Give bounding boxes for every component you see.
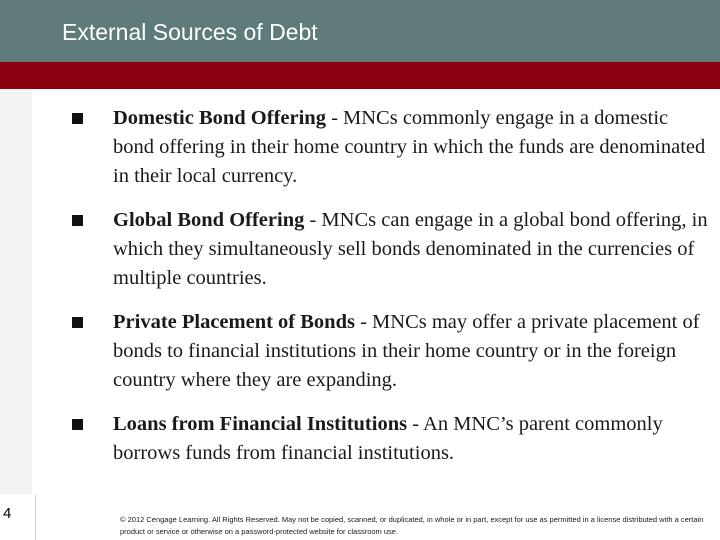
slide-title: External Sources of Debt	[62, 19, 318, 45]
square-bullet-icon	[72, 113, 83, 124]
bullet-item-global-bond	[72, 206, 712, 293]
side-stripe	[0, 89, 32, 494]
footer-divider	[35, 495, 36, 540]
bullet-text: - MNCs may offer a private placement of bonds to financial institutions in their home country or in the foreign country where they are expanding.	[113, 311, 700, 391]
page-number: 4	[3, 505, 12, 522]
copyright-notice: © 2012 Cengage Learning. All Rights Reserved. May not be copied, scanned, or duplicated, in whole or in part, except for use as permitted in a license distributed with a certain product or service or otherwise on a password-protected website for classroom use.	[120, 515, 704, 536]
bullet-text: - An MNC’s parent commonly borrows funds from financial institutions.	[113, 413, 663, 464]
square-bullet-icon	[72, 215, 83, 226]
bullet-term: Global Bond Offering	[113, 209, 305, 231]
square-bullet-icon	[72, 317, 83, 328]
bullet-term: Private Placement of Bonds	[113, 311, 355, 333]
bullet-item-loans	[72, 410, 712, 468]
bullet-text: - MNCs can engage in a global bond offering, in which they simultaneously sell bonds denominated in the currencies of multiple countries.	[113, 209, 708, 289]
bullet-term: Loans from Financial Institutions	[113, 413, 408, 435]
bullet-item-private-placement	[72, 308, 712, 395]
square-bullet-icon	[72, 419, 83, 430]
bullet-item-domestic-bond	[72, 104, 712, 191]
accent-bar	[0, 62, 720, 89]
bullet-list	[72, 104, 712, 483]
bullet-term: Domestic Bond Offering	[113, 107, 326, 129]
slide-header	[0, 0, 720, 62]
bullet-text: - MNCs commonly engage in a domestic bond offering in their home country in which the funds are denominated in their local currency.	[113, 107, 706, 187]
